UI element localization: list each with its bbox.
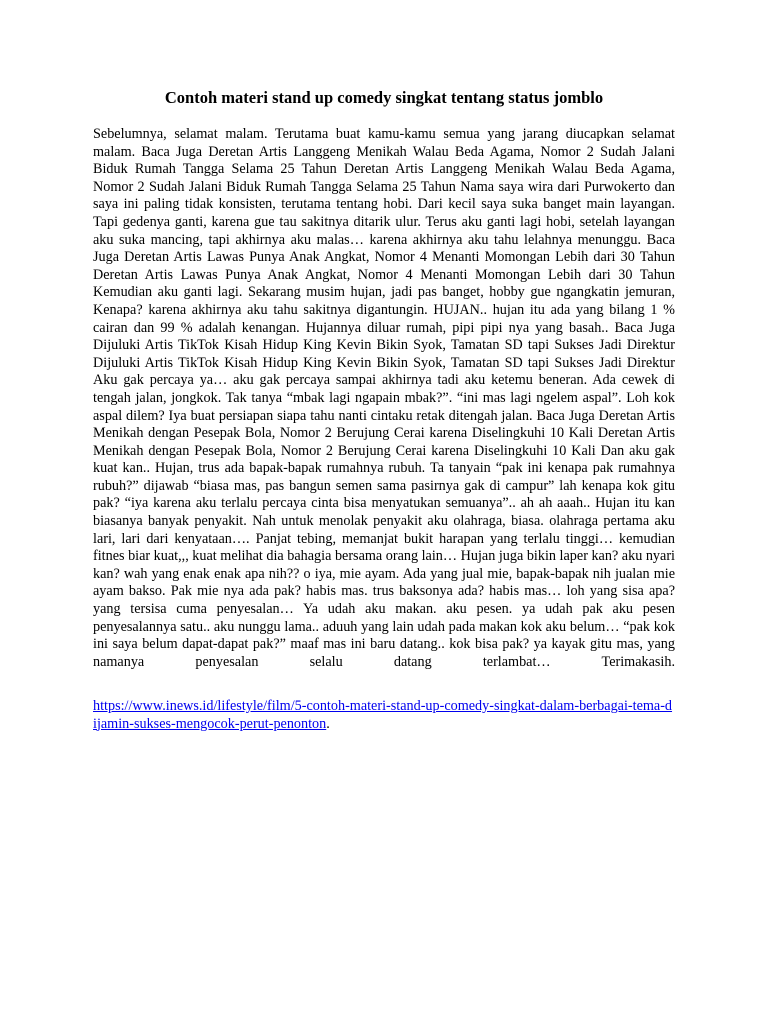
source-paragraph [93,698,675,733]
source-link[interactable]: https://www.inews.id/lifestyle/film/5-contoh-materi-stand-up-comedy-singkat-dalam-berbagai-tema-dijamin-sukses-mengocok-perut-penonton [93,698,673,732]
source-trailing-period: . [326,715,330,732]
document-title: Contoh materi stand up comedy singkat tentang status jomblo [164,88,604,107]
document-body-paragraph: Sebelumnya, selamat malam. Terutama buat kamu-kamu semua yang jarang diucapkan selamat malam. Baca Juga Deretan Artis Langgeng Menikah Walau Beda Agama, Nomor 2 Sudah Jalani Biduk Rumah Tangga Selama 25 Tahun Deretan Artis Langgeng Menikah Walau Beda Agama, Nomor 2 Sudah Jalani Biduk Rumah Tangga Selama 25 Tahun Nama saya wira dari Purwokerto dan saya ini paling tidak konsisten, terutama tentang hobi. Dari kecil saya suka banget main layangan. Tapi gedenya ganti, karena gue tau sakitnya ditarik ulur. Terus aku ganti lagi hobi, setelah layangan aku suka mancing, tapi akhirnya aku malas… karena akhirnya aku tahu lelahnya menunggu. Baca Juga Deretan Artis Lawas Punya Anak Angkat, Nomor 4 Menanti Momongan Lebih dari 30 Tahun Deretan Artis Lawas Punya Anak Angkat, Nomor 4 Menanti Momongan Lebih dari 30 Tahun Kemudian aku ganti lagi. Sekarang musim hujan, jadi pas banget, hobby gue ngangkatin jemuran, Kenapa? karena akhirnya aku tahu sakitnya digantungin. HUJAN.. hujan itu ada yang bilang 1 % cairan dan 99 % adalah kenangan. Hujannya diluar rumah, pipi pipi nya yang basah.. Baca Juga Dijuluki Artis TikTok Kisah Hidup King Kevin Bikin Syok, Tamatan SD tapi Sukses Jadi Direktur Dijuluki Artis TikTok Kisah Hidup King Kevin Bikin Syok, Tamatan SD tapi Sukses Jadi Direktur Aku gak percaya ya… aku gak percaya sampai akhirnya tadi aku ketemu beneran. Ada cewek di tengah jalan, jongkok. Tak tanya “mbak lagi ngapain mbak?”. “ini mas lagi ngelem aspal”. Loh kok aspal dilem? Iya buat persiapan siapa tahu nanti cintaku retak ditengah jalan. Baca Juga Deretan Artis Menikah dengan Pesepak Bola, Nomor 2 Berujung Cerai karena Diselingkuhi 10 Kali Deretan Artis Menikah dengan Pesepak Bola, Nomor 2 Berujung Cerai karena Diselingkuhi 10 Kali Dan aku gak kuat kan.. Hujan, trus ada bapak-bapak rumahnya rubuh. Ta tanyain “pak ini kenapa pak rumahnya rubuh?” dijawab “biasa mas, pas bangun semen sama pasirnya gak di campur” lah kenapa kok gitu pak? “iya karena aku terlalu percaya cinta bisa menyatukan semuanya”.. ah ah aaah.. Hujan itu kan biasanya banyak penyakit. Nah untuk menolak penyakit aku olahraga, biasa. olahraga pertama aku lari, lari dari kenyataan…. Panjat tebing, memanjat bukit harapan yang terlalu tinggi… kemudian fitnes biar kuat,,, kuat melihat dia bahagia bersama orang lain… Hujan juga bikin laper kan? aku nyari kan? wah yang enak enak apa nih?? o iya, mie ayam. Ada yang jual mie, bapak-bapak nih jualan mie ayam bakso. Pak mie nya ada pak? habis mas. trus baksonya ada? habis mas… loh yang sisa apa? yang tersisa cuma penyesalan… Ya udah aku makan. aku pesen. ya udah pak aku pesen penyesalannya satu.. aku nunggu lama.. aduuh yang lain udah pada makan kok aku belum… “pak kok ini saya belum dapat-dapat pak?” maaf mas ini baru datang.. kok bisa pak? ya kayak gitu mas, yang namanya penyesalan selalu datang terlambat… Terimakasih. [93,126,675,670]
